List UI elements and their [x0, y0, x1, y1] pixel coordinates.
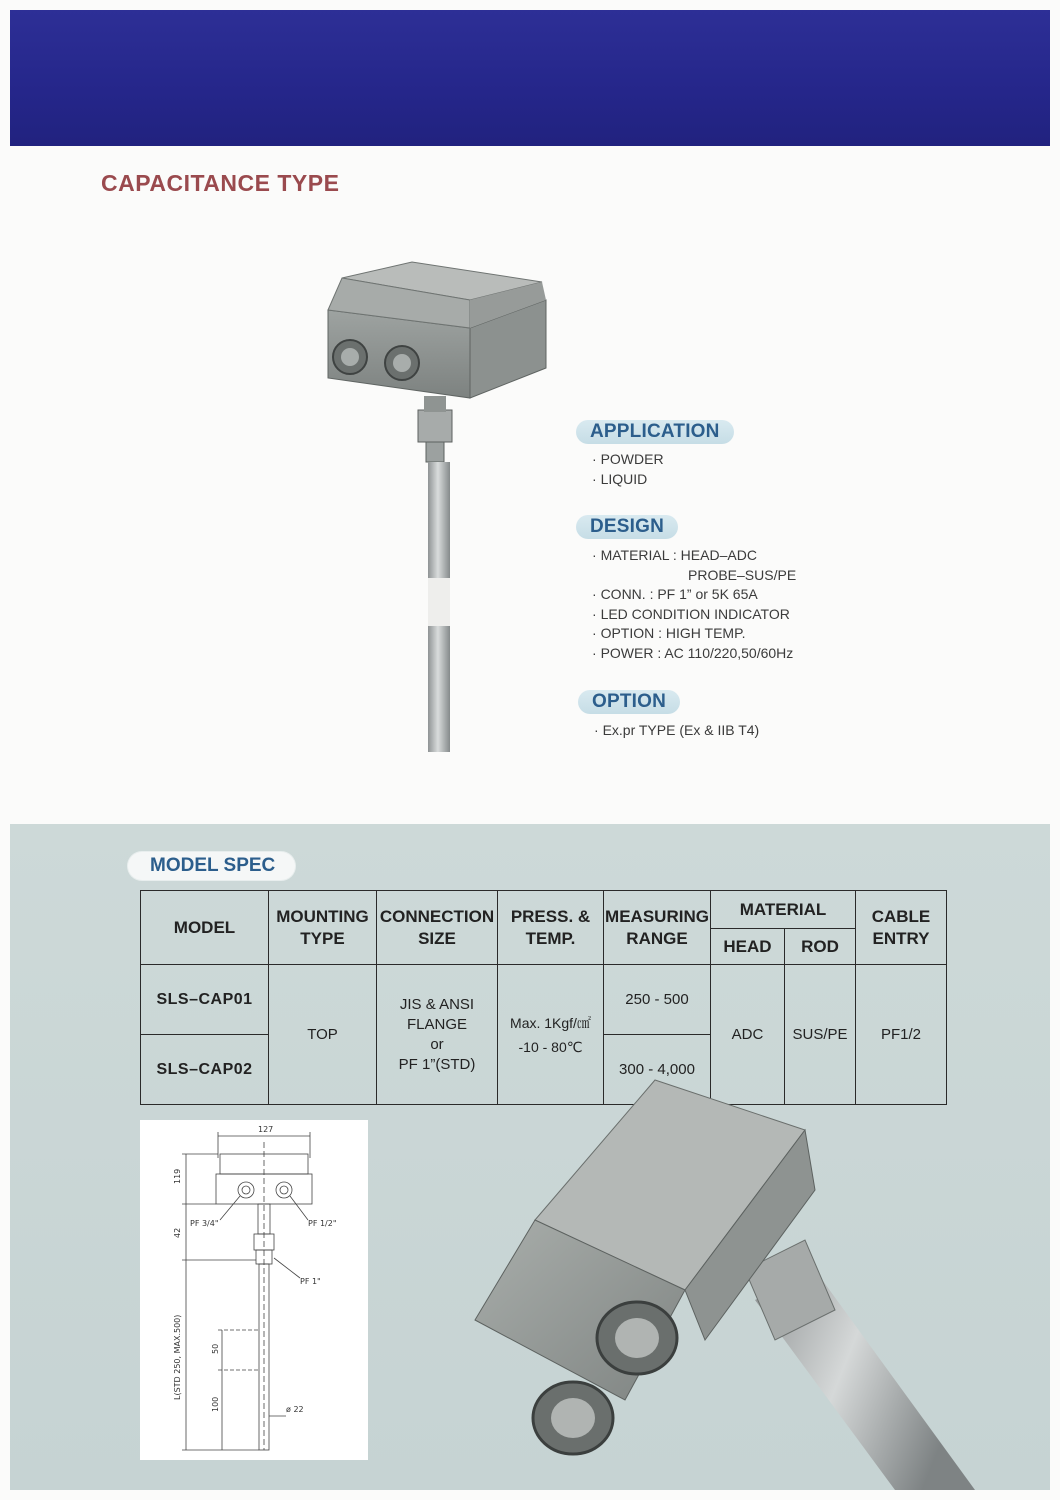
- drawing-label-pf34: PF 3/4": [190, 1219, 219, 1228]
- header-model: MODEL: [141, 891, 269, 965]
- list-item: · POWER : AC 110/220,50/60Hz: [592, 644, 796, 664]
- table-cell-range: 300 - 4,000: [604, 1035, 711, 1105]
- table-cell-model: SLS–CAP01: [141, 965, 269, 1035]
- table-cell-mounting: TOP: [269, 965, 377, 1105]
- table-cell-model: SLS–CAP02: [141, 1035, 269, 1105]
- list-item: · OPTION : HIGH TEMP.: [592, 624, 796, 644]
- header-cable: CABLE ENTRY: [856, 891, 947, 965]
- list-item: · LED CONDITION INDICATOR: [592, 605, 796, 625]
- table-cell-rod: SUS/PE: [785, 965, 856, 1105]
- header-connection: CONNECTION SIZE: [377, 891, 498, 965]
- application-list: [592, 450, 664, 489]
- page-title: CAPACITANCE TYPE: [101, 170, 340, 196]
- list-item: · CONN. : PF 1” or 5K 65A: [592, 585, 796, 605]
- drawing-label-119: 119: [173, 1168, 182, 1184]
- list-item: · LIQUID: [592, 470, 664, 490]
- drawing-label-42: 42: [173, 1227, 182, 1238]
- header-rod: ROD: [785, 929, 856, 965]
- list-item: · POWDER: [592, 450, 664, 470]
- header-measuring: MEASURING RANGE: [604, 891, 711, 965]
- table-cell-range: 250 - 500: [604, 965, 711, 1035]
- drawing-label-pf1: PF 1": [300, 1277, 321, 1286]
- option-heading: OPTION: [578, 690, 680, 714]
- sensor-product-image: [320, 260, 560, 760]
- header-mounting: MOUNTING TYPE: [269, 891, 377, 965]
- table-cell-cable: PF1/2: [856, 965, 947, 1105]
- model-spec-heading: MODEL SPEC: [128, 852, 295, 880]
- drawing-label-50: 50: [211, 1343, 220, 1354]
- header-head: HEAD: [711, 929, 785, 965]
- design-list: [592, 546, 796, 663]
- table-cell-press-temp: Max. 1Kgf/㎠ -10 - 80℃: [498, 965, 604, 1105]
- list-item: · Ex.pr TYPE (Ex & IIB T4): [594, 721, 759, 741]
- list-item: PROBE–SUS/PE: [688, 566, 797, 583]
- list-item: · MATERIAL : HEAD–ADC: [592, 546, 796, 566]
- header-banner: [10, 10, 1050, 146]
- drawing-label-length: L(STD 250, MAX.500): [173, 1314, 182, 1400]
- dimension-drawing: [140, 1120, 368, 1460]
- drawing-label-dia: ø 22: [286, 1405, 304, 1414]
- sensor-closeup-image: [455, 1070, 1050, 1490]
- application-heading: APPLICATION: [576, 420, 734, 444]
- drawing-label-width: 127: [258, 1125, 274, 1134]
- header-material: MATERIAL: [711, 891, 856, 929]
- drawing-label-pf12: PF 1/2": [308, 1219, 337, 1228]
- drawing-label-100: 100: [211, 1396, 220, 1412]
- table-cell-connection: JIS & ANSI FLANGE or PF 1”(STD): [377, 965, 498, 1105]
- design-heading: DESIGN: [576, 515, 678, 539]
- header-press-temp: PRESS. & TEMP.: [498, 891, 604, 965]
- table-cell-head: ADC: [711, 965, 785, 1105]
- option-list: [594, 721, 759, 741]
